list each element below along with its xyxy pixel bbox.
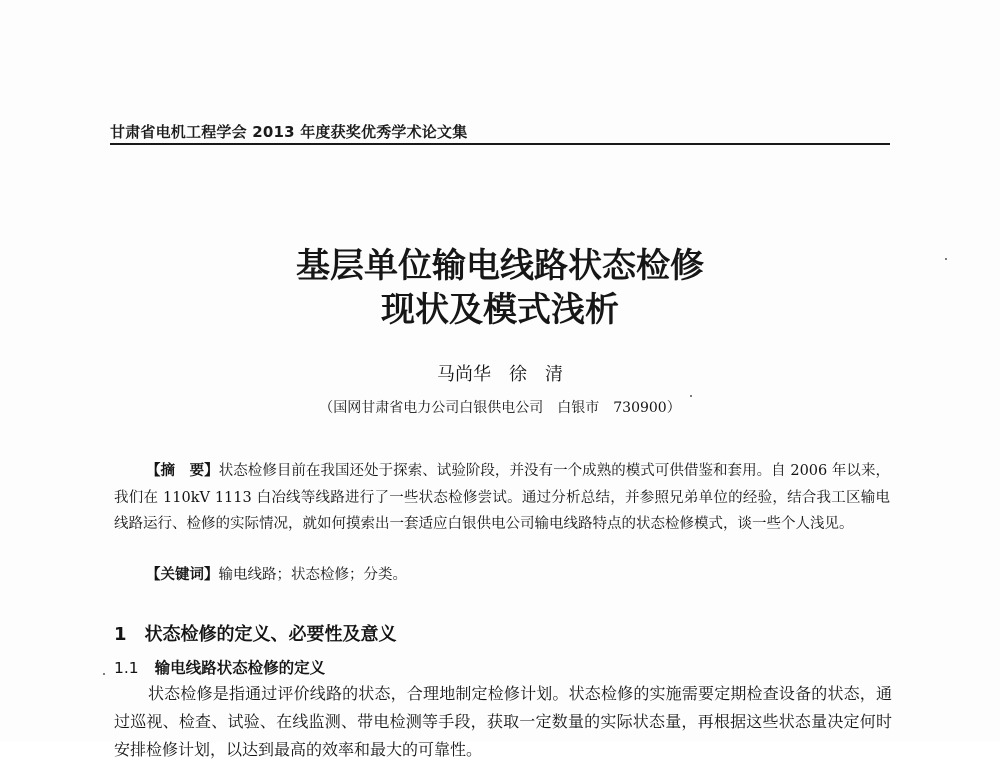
keywords — [146, 563, 407, 584]
keywords-label: 【关键词】 — [146, 566, 219, 583]
authors: 马尚华 徐 清 — [437, 364, 563, 385]
paper-title-line-2: 现状及模式浅析 — [381, 290, 619, 330]
abstract-text: 状态检修目前在我国还处于探索、试验阶段，并没有一个成熟的模式可供借鉴和套用。自 2006 年以来，我们在 110kV 1113 白冶线等线路进行了一些状态检修尝试。通过分析总结，并参照兄弟单位的经验，结合我工区输电线路运行、检修的实际情况，就如何摸索出一套适应白银供电公司输电线路特点的状态检修模式，谈一些个人浅见。 — [114, 463, 891, 532]
header-rule — [110, 143, 890, 145]
section-heading-1 — [114, 620, 397, 646]
scan-speck — [945, 258, 947, 260]
scan-speck — [103, 673, 105, 675]
running-header: 甘肃省电机工程学会 2013 年度获奖优秀学术论文集 — [110, 123, 468, 141]
body-paragraph — [114, 680, 892, 764]
abstract-label: 【摘 要】 — [146, 462, 219, 479]
subsection-number: 1.1 — [114, 659, 139, 677]
section-number: 1 — [114, 624, 127, 645]
affiliation: （国网甘肃省电力公司白银供电公司 白银市 730900） — [319, 400, 681, 416]
keywords-text: 输电线路；状态检修；分类。 — [218, 567, 407, 583]
scan-speck — [690, 395, 692, 397]
abstract — [114, 458, 890, 538]
section-title: 状态检修的定义、必要性及意义 — [144, 624, 397, 645]
subsection-title: 输电线路状态检修的定义 — [154, 659, 326, 677]
subsection-heading-1-1 — [114, 656, 325, 678]
paper-title-line-1: 基层单位输电线路状态检修 — [296, 246, 704, 286]
body-text: 状态检修是指通过评价线路的状态，合理地制定检修计划。状态检修的实施需要定期检查设备的状态，通过巡视、检查、试验、在线监测、带电检测等手段，获取一定数量的实际状态量，再根据这些状态量决定何时安排检修计划，以达到最高的效率和最大的可靠性。 — [114, 684, 892, 759]
